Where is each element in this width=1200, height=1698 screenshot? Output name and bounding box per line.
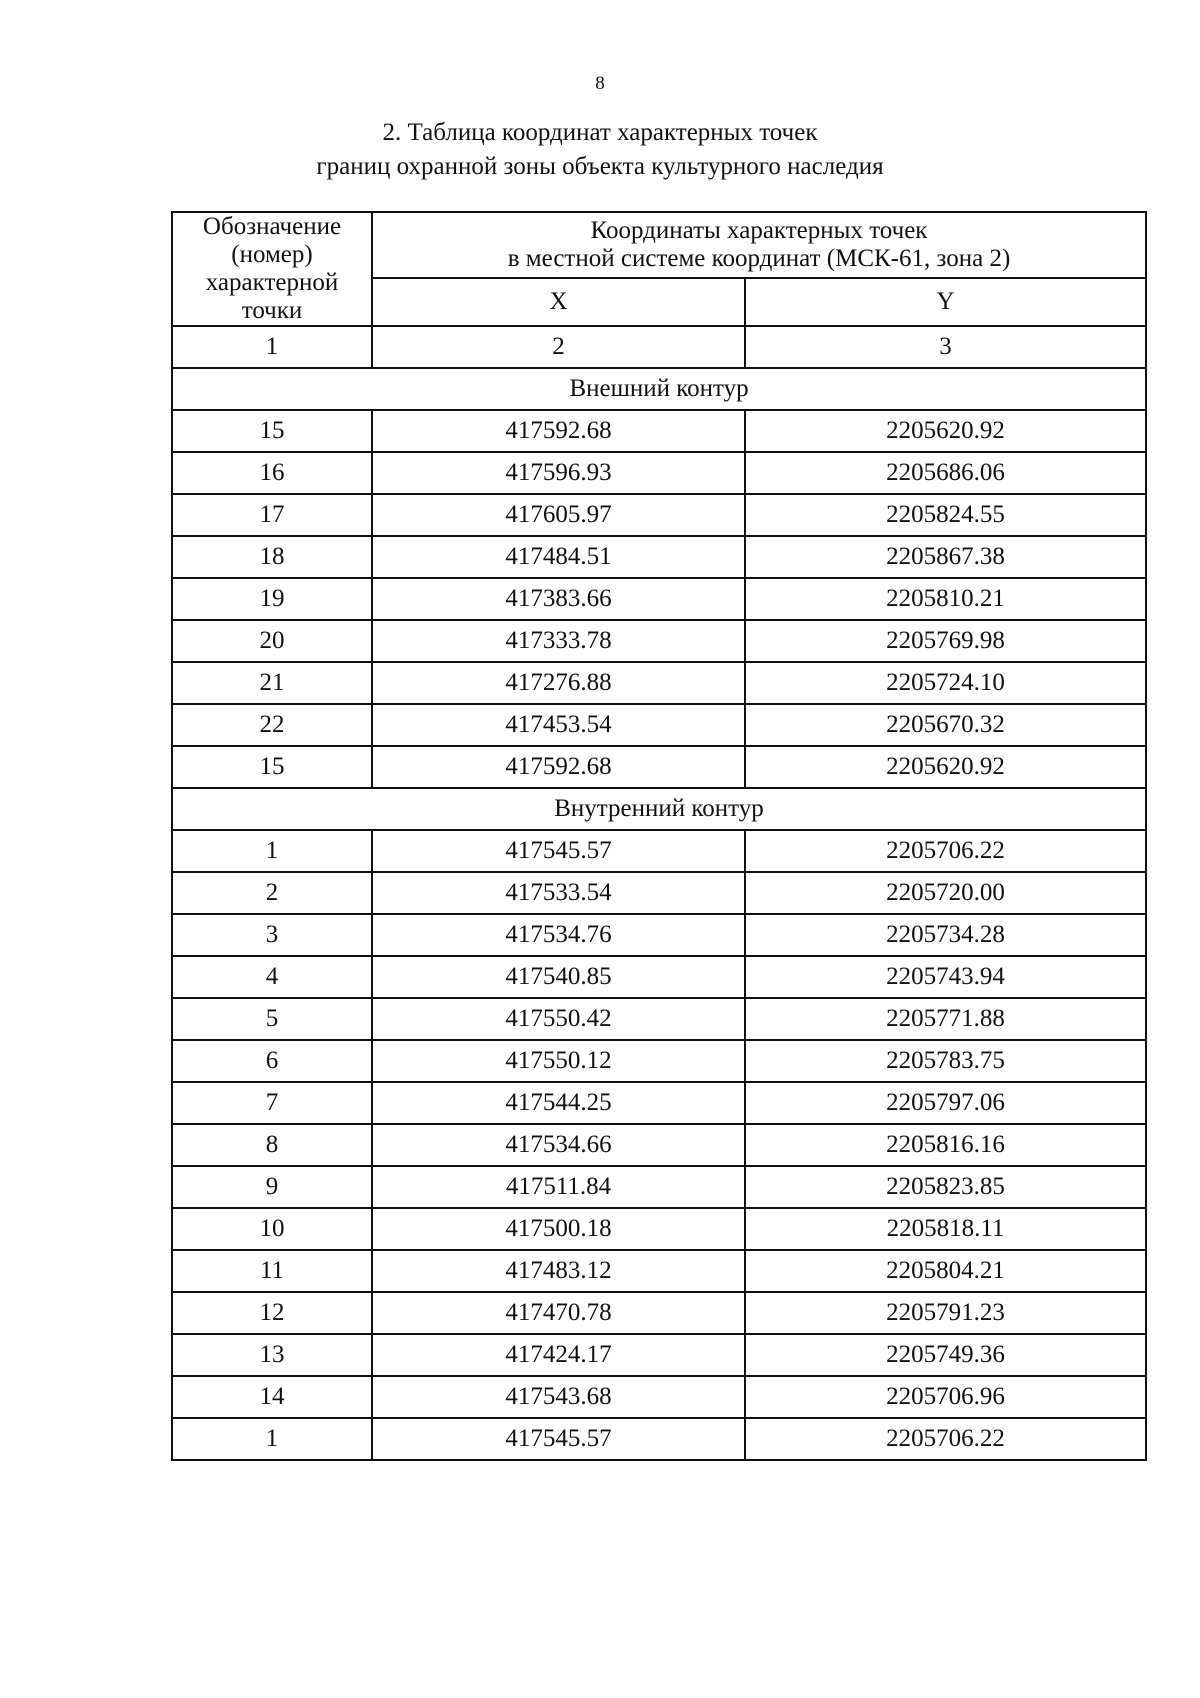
x-coordinate-cell: 417592.68 xyxy=(372,410,745,452)
column-number-1: 1 xyxy=(172,326,372,368)
y-coordinate-cell: 2205818.11 xyxy=(745,1208,1146,1250)
y-coordinate-cell: 2205867.38 xyxy=(745,536,1146,578)
point-number-cell: 3 xyxy=(172,914,372,956)
x-coordinate-cell: 417534.76 xyxy=(372,914,745,956)
point-number-cell: 22 xyxy=(172,704,372,746)
table-row xyxy=(172,1208,1146,1250)
x-coordinate-cell: 417500.18 xyxy=(372,1208,745,1250)
point-number-cell: 20 xyxy=(172,620,372,662)
header-point-line-3: характерной xyxy=(205,269,339,296)
x-coordinate-cell: 417545.57 xyxy=(372,1418,745,1460)
table-row xyxy=(172,830,1146,872)
y-coordinate-cell: 2205620.92 xyxy=(745,410,1146,452)
point-number-cell: 9 xyxy=(172,1166,372,1208)
page-number: 8 xyxy=(595,73,605,94)
x-coordinate-cell: 417484.51 xyxy=(372,536,745,578)
point-number-cell: 7 xyxy=(172,1082,372,1124)
point-number-cell: 10 xyxy=(172,1208,372,1250)
y-coordinate-cell: 2205769.98 xyxy=(745,620,1146,662)
y-coordinate-cell: 2205670.32 xyxy=(745,704,1146,746)
point-number-cell: 6 xyxy=(172,1040,372,1082)
point-number-cell: 11 xyxy=(172,1250,372,1292)
x-coordinate-cell: 417605.97 xyxy=(372,494,745,536)
point-number-cell: 8 xyxy=(172,1124,372,1166)
y-coordinate-cell: 2205686.06 xyxy=(745,452,1146,494)
point-number-cell: 1 xyxy=(172,1418,372,1460)
point-number-cell: 16 xyxy=(172,452,372,494)
table-row xyxy=(172,956,1146,998)
y-coordinate-cell: 2205743.94 xyxy=(745,956,1146,998)
x-coordinate-cell: 417424.17 xyxy=(372,1334,745,1376)
y-coordinate-cell: 2205706.96 xyxy=(745,1376,1146,1418)
y-coordinate-cell: 2205734.28 xyxy=(745,914,1146,956)
table-row xyxy=(172,1082,1146,1124)
table-row xyxy=(172,872,1146,914)
header-row xyxy=(172,212,1146,278)
x-coordinate-cell: 417544.25 xyxy=(372,1082,745,1124)
table-row xyxy=(172,746,1146,788)
header-coordinates xyxy=(372,212,1146,278)
x-coordinate-cell: 417333.78 xyxy=(372,620,745,662)
x-coordinate-cell: 417543.68 xyxy=(372,1376,745,1418)
column-number-3: 3 xyxy=(745,326,1146,368)
table-row xyxy=(172,578,1146,620)
y-coordinate-cell: 2205771.88 xyxy=(745,998,1146,1040)
header-point-line-2: (номер) xyxy=(231,241,313,268)
point-number-cell: 17 xyxy=(172,494,372,536)
point-number-cell: 19 xyxy=(172,578,372,620)
table-row xyxy=(172,1250,1146,1292)
table-row xyxy=(172,494,1146,536)
y-coordinate-cell: 2205706.22 xyxy=(745,1418,1146,1460)
point-number-cell: 14 xyxy=(172,1376,372,1418)
column-number-2: 2 xyxy=(372,326,745,368)
header-coords-line-1: Координаты характерных точек xyxy=(590,217,928,245)
x-coordinate-cell: 417383.66 xyxy=(372,578,745,620)
x-coordinate-cell: 417550.12 xyxy=(372,1040,745,1082)
point-number-cell: 2 xyxy=(172,872,372,914)
header-y: Y xyxy=(745,278,1146,326)
table-row xyxy=(172,1040,1146,1082)
point-number-cell: 21 xyxy=(172,662,372,704)
y-coordinate-cell: 2205810.21 xyxy=(745,578,1146,620)
table-row xyxy=(172,1166,1146,1208)
header-point-line-4: точки xyxy=(241,297,303,324)
x-coordinate-cell: 417596.93 xyxy=(372,452,745,494)
section-header-row xyxy=(172,788,1146,830)
coordinates-table xyxy=(171,211,1147,1461)
point-number-cell: 15 xyxy=(172,410,372,452)
section-title: Внешний контур xyxy=(172,368,1146,410)
y-coordinate-cell: 2205720.00 xyxy=(745,872,1146,914)
y-coordinate-cell: 2205816.16 xyxy=(745,1124,1146,1166)
table-row xyxy=(172,1334,1146,1376)
section-header-row xyxy=(172,368,1146,410)
title-line-1: 2. Таблица координат характерных точек xyxy=(382,119,818,146)
point-number-cell: 1 xyxy=(172,830,372,872)
x-coordinate-cell: 417592.68 xyxy=(372,746,745,788)
point-number-cell: 4 xyxy=(172,956,372,998)
x-coordinate-cell: 417533.54 xyxy=(372,872,745,914)
x-coordinate-cell: 417511.84 xyxy=(372,1166,745,1208)
x-coordinate-cell: 417453.54 xyxy=(372,704,745,746)
y-coordinate-cell: 2205824.55 xyxy=(745,494,1146,536)
header-point-line-1: Обозначение xyxy=(202,213,342,240)
table-row xyxy=(172,1124,1146,1166)
x-coordinate-cell: 417550.42 xyxy=(372,998,745,1040)
table-row xyxy=(172,914,1146,956)
page-title xyxy=(0,116,1200,184)
point-number-cell: 18 xyxy=(172,536,372,578)
x-coordinate-cell: 417545.57 xyxy=(372,830,745,872)
table-row xyxy=(172,536,1146,578)
point-number-cell: 5 xyxy=(172,998,372,1040)
table-row xyxy=(172,1376,1146,1418)
table-row xyxy=(172,1292,1146,1334)
column-number-row xyxy=(172,326,1146,368)
y-coordinate-cell: 2205783.75 xyxy=(745,1040,1146,1082)
y-coordinate-cell: 2205823.85 xyxy=(745,1166,1146,1208)
table-row xyxy=(172,662,1146,704)
y-coordinate-cell: 2205804.21 xyxy=(745,1250,1146,1292)
table-row xyxy=(172,620,1146,662)
header-coords-line-2: в местной системе координат (МСК-61, зона 2) xyxy=(507,245,1011,273)
y-coordinate-cell: 2205706.22 xyxy=(745,830,1146,872)
point-number-cell: 15 xyxy=(172,746,372,788)
x-coordinate-cell: 417470.78 xyxy=(372,1292,745,1334)
y-coordinate-cell: 2205797.06 xyxy=(745,1082,1146,1124)
header-x: X xyxy=(372,278,745,326)
table-row xyxy=(172,452,1146,494)
table-row xyxy=(172,998,1146,1040)
y-coordinate-cell: 2205749.36 xyxy=(745,1334,1146,1376)
y-coordinate-cell: 2205620.92 xyxy=(745,746,1146,788)
section-title: Внутренний контур xyxy=(172,788,1146,830)
header-point-designation xyxy=(172,212,372,326)
x-coordinate-cell: 417534.66 xyxy=(372,1124,745,1166)
table-row xyxy=(172,410,1146,452)
y-coordinate-cell: 2205724.10 xyxy=(745,662,1146,704)
point-number-cell: 12 xyxy=(172,1292,372,1334)
x-coordinate-cell: 417276.88 xyxy=(372,662,745,704)
title-line-2: границ охранной зоны объекта культурного наследия xyxy=(316,153,884,180)
table-row xyxy=(172,1418,1146,1460)
y-coordinate-cell: 2205791.23 xyxy=(745,1292,1146,1334)
table-row xyxy=(172,704,1146,746)
x-coordinate-cell: 417540.85 xyxy=(372,956,745,998)
x-coordinate-cell: 417483.12 xyxy=(372,1250,745,1292)
point-number-cell: 13 xyxy=(172,1334,372,1376)
